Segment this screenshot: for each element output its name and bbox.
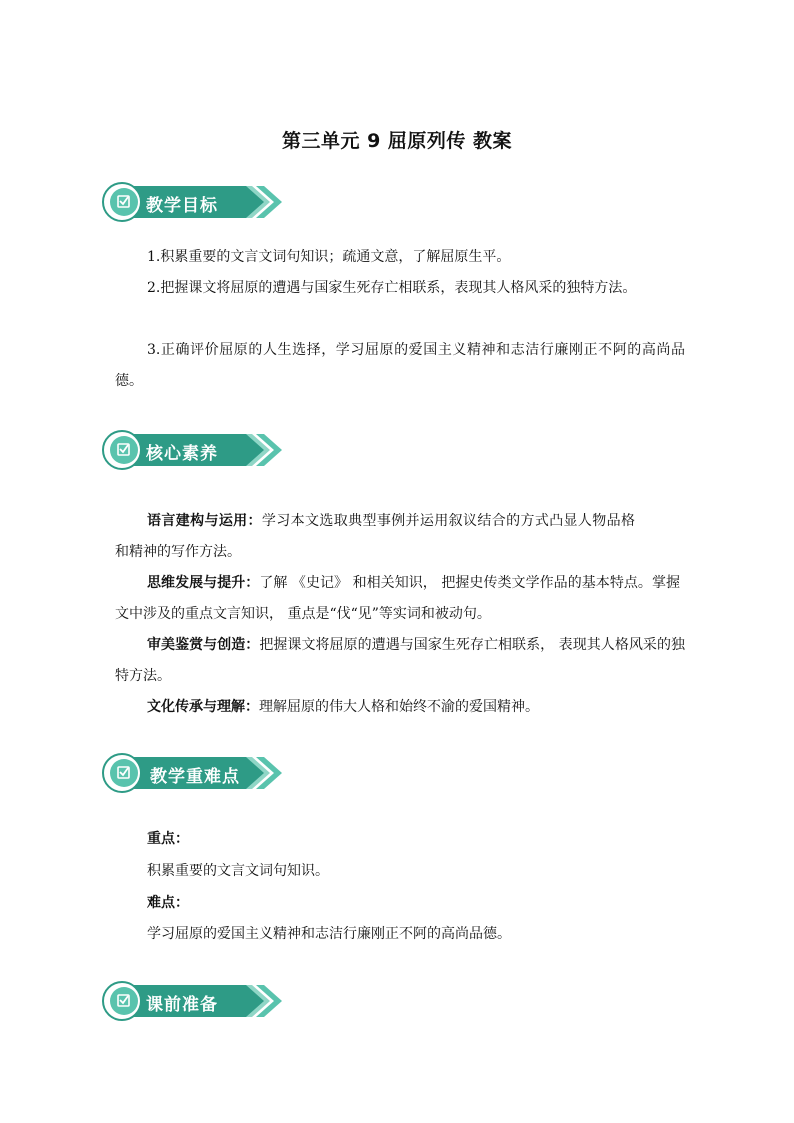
literacy-text: 学习本文选取典型事例并运用叙议结合的方式凸显人物品格和精神的写作方法。 bbox=[115, 513, 636, 560]
difficult-label: 难点： bbox=[147, 895, 189, 911]
literacy-item-3 bbox=[115, 630, 685, 692]
key-text: 积累重要的文言文词句知识。 bbox=[147, 863, 329, 879]
section-header-objectives bbox=[100, 182, 280, 222]
section-heading: 课前准备 bbox=[146, 995, 218, 1015]
section-header-literacy bbox=[100, 430, 280, 470]
literacy-item-2 bbox=[115, 568, 680, 630]
literacy-label: 审美鉴赏与创造： bbox=[147, 637, 260, 653]
objective-item-3: 3.正确评价屈原的人生选择，学习屈原的爱国主义精神和志洁行廉刚正不阿的高尚品德。 bbox=[115, 342, 685, 389]
literacy-text: 理解屈原的伟大人格和始终不渝的爱国精神。 bbox=[259, 699, 539, 715]
literacy-label: 语言建构与运用： bbox=[147, 513, 262, 529]
objective-item-2: 2.把握课文将屈原的遭遇与国家生死存亡相联系，表现其人格风采的独特方法。 bbox=[147, 280, 637, 296]
section-header-keypoints bbox=[100, 753, 280, 793]
literacy-label: 思维发展与提升： bbox=[147, 575, 260, 591]
section-heading: 教学目标 bbox=[146, 196, 218, 216]
key-label: 重点： bbox=[147, 831, 189, 847]
page-title: 第三单元 9 屈原列传 教案 bbox=[281, 130, 513, 152]
section-header-preparation bbox=[100, 981, 280, 1021]
difficult-text: 学习屈原的爱国主义精神和志洁行廉刚正不阿的高尚品德。 bbox=[147, 926, 511, 942]
literacy-text: 把握课文将屈原的遭遇与国家生死存亡相联系， 表现其人格风采的独特方法。 bbox=[115, 637, 685, 684]
section-heading: 教学重难点 bbox=[150, 767, 240, 787]
literacy-item-4 bbox=[115, 692, 685, 723]
literacy-label: 文化传承与理解： bbox=[147, 699, 259, 715]
literacy-item-1 bbox=[115, 506, 635, 568]
section-heading: 核心素养 bbox=[146, 444, 218, 464]
objective-item-1: 1.积累重要的文言文词句知识；疏通文意，了解屈原生平。 bbox=[147, 249, 511, 265]
literacy-text: 了解 《史记》 和相关知识， 把握史传类文学作品的基本特点。掌握文中涉及的重点文言知识， 重点是“伐“见”等实词和被动句。 bbox=[115, 575, 680, 622]
